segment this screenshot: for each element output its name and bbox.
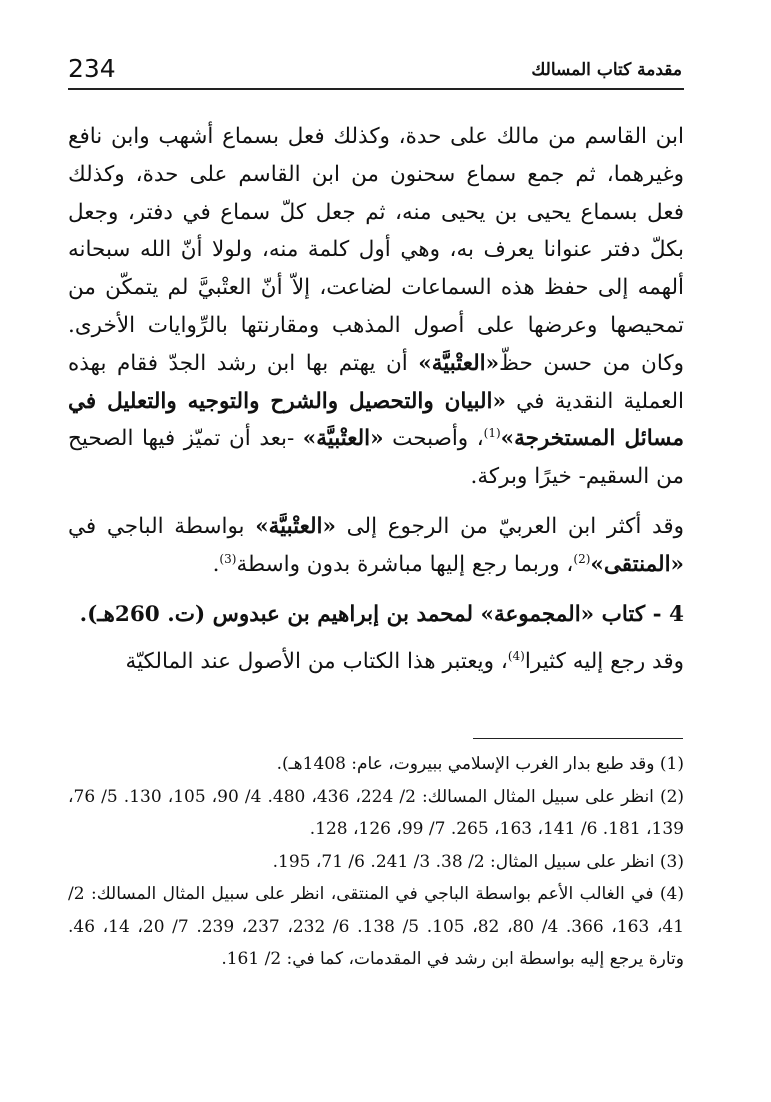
- footnote-ref: (2): [573, 551, 591, 566]
- book-title: «العتْبيَّة»: [302, 426, 384, 452]
- main-text: [68, 118, 684, 681]
- footnote-ref: (4): [507, 649, 525, 664]
- footnotes: [68, 748, 684, 976]
- page-header: [68, 48, 684, 90]
- page-number: 234: [68, 54, 116, 83]
- footnote-3: (3) انظر على سبيل المثال: 2/ 38. 3/ 241. 6/ 71، 195.: [272, 851, 684, 872]
- book-title: «العتْبيَّة»: [418, 350, 500, 376]
- book-title: «المجموعة»: [480, 601, 595, 627]
- running-title: مقدمة كتاب المسالك: [531, 60, 682, 80]
- footnote-ref: (1): [483, 426, 501, 441]
- book-title: «البيان والتحصيل والشرح والتوجيه والتعليل في مسائل المستخرجة»: [68, 388, 684, 452]
- footnote-1: (1) وقد طبع بدار الغرب الإسلامي ببيروت، عام: 1408هـ).: [276, 754, 684, 774]
- book-title: «المنتقى»: [590, 551, 684, 577]
- footnote-ref: (3): [219, 551, 237, 566]
- section-heading: 4 - كتاب «المجموعة» لمحمد بن إبراهيم بن عبدوس (ت. 260هـ).: [79, 601, 684, 627]
- paragraph-3: وقد رجع إليه كثيرا$^{(4)}$، ويعتبر هذا الكتاب من الأصول عند المالكيّة: [125, 649, 684, 675]
- paragraph-2: وقد أكثر ابن العربيّ من الرجوع إلى «العتْبيَّة» بواسطة الباجي في «المنتقى»$^{(2)}$، وربما رجع إليها مباشرة بدون واسطة$^{(3)}$.: [68, 513, 684, 577]
- footnote-4: (4) في الغالب الأعم بواسطة الباجي في المنتقى، انظر على سبيل المثال المسالك: 2/ 41، 163، 366. 4/ 80، 82، 105. 5/ 138. 6/ 232، 237، 239. 7/ 20، 14، 46. وتارة يرجع إليه بواسطة ابن رشد في المقدمات، كما في: 2/ 161.: [68, 884, 685, 969]
- footnote-2: (2) انظر على سبيل المثال المسالك: 2/ 224، 436، 480. 4/ 90، 105، 130. 5/ 76، 139، 181. 6/ 141، 163، 265. 7/ 99، 126، 128.: [68, 786, 685, 839]
- book-title: «العتْبيَّة»: [255, 513, 336, 539]
- footnote-divider: [473, 738, 683, 739]
- paragraph-1: ابن القاسم من مالك على حدة، وكذلك فعل بسماع أشهب وابن نافع وغيرهما، ثم جمع سماع سحنون من ابن القاسم على حدة، وكذلك فعل بسماع يحيى بن يحيى منه، ثم جعل كلّ سماع في دفتر، وجعل بكلّ دفتر عنوانا يعرف به، وهي أول كلمة منه، ولولا أنّ الله سبحانه ألهمه إلى حفظ هذه السماعات لضاعت، إلاّ أنّ العتْبيَّ لم يتمكّن من تمحيصها وعرضها على أصول المذهب ومقارنتها بالرِّوايات الأخرى. وكان من حسن حظّ«العتْبيَّة» أن يهتم بها ابن رشد الجدّ فقام بهذه العملية النقدية في «البيان والتحصيل والشرح والتوجيه والتعليل في مسائل المستخرجة»$^{(1)}$، وأصبحت «العتْبيَّة» -بعد أن تميّز فيها الصحيح من السقيم- خيرًا وبركة.: [68, 124, 684, 490]
